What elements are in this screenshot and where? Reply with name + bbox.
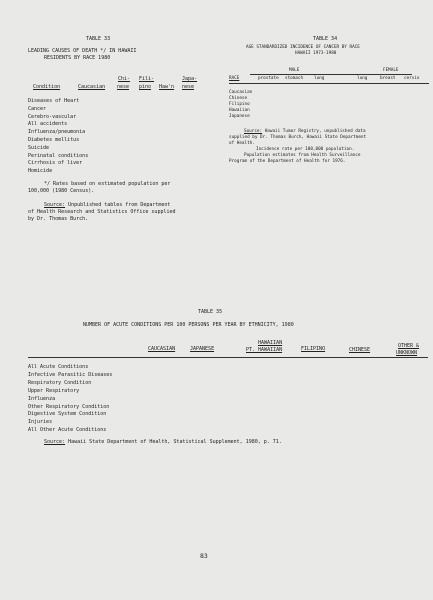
table33-header-filipino: pino (139, 84, 152, 90)
table34-source-line1: Hawaii Tumor Registry, unpublished data (262, 129, 366, 134)
table34-header-race: RACE (229, 76, 240, 81)
table33-cell-condition: Diabetes mellitus (28, 137, 80, 143)
table33-footnote-line1: */ Rates based on estimated population per (44, 181, 171, 187)
table35-header-rule (28, 357, 428, 358)
table33-footnote-line2: 100,000 (1980 Census). (28, 188, 95, 194)
table34-number: TABLE 34 (313, 36, 338, 42)
table34-header-breast: breast (380, 76, 396, 81)
table34-cell-race: Hawaiian (229, 108, 250, 113)
table33-source (44, 202, 170, 208)
table33-cell-condition: Cirrhosis of liver (28, 160, 83, 167)
table34-header-cervix: cervix (404, 76, 420, 81)
table33-number: TABLE 33 (86, 36, 111, 42)
table34-source-label: Source: (244, 129, 263, 134)
table33-cell-condition: All accidents (28, 121, 68, 128)
page-number: 83 (200, 552, 208, 560)
table33-header-condition: Condition (33, 84, 61, 90)
table34-header-prostate: prostate (258, 76, 279, 81)
table33-cell-condition: Homicide (28, 168, 53, 175)
table34-header-lung-male: lung (314, 76, 325, 81)
table34-group-male: MALE (289, 68, 300, 73)
table34-header-lung-female: lung (357, 76, 368, 81)
table34-title-line2: HAWAII 1973-1980 (295, 51, 337, 56)
table35-header-caucasian: CAUCASIAN (148, 346, 176, 352)
table33-title-line2: RESIDENTS BY RACE 1980 (44, 55, 111, 61)
table35-cell-condition: All Other Acute Conditions (28, 427, 107, 434)
table35-cell-condition: Upper Respiratory (28, 387, 80, 394)
table33-source-line1: Unpublished tables from Department (65, 202, 171, 208)
table33-source-line2: of Health Research and Statistics Office supplied (28, 209, 176, 215)
table35-number: TABLE 35 (198, 309, 223, 315)
table33-cell-condition: Cerebro-vascular (28, 113, 77, 120)
table34-cell-race: Japanese (229, 114, 250, 119)
table34-cell-race: Chinese (229, 96, 248, 101)
table34-cell-race: Caucasian (229, 90, 253, 95)
table33-cell-condition: Cancer (28, 105, 47, 112)
table34-title-line1: AGE STANDARDIZED INCIDENCE OF CANCER BY RACE (246, 45, 360, 50)
table35-header-hawaiian-bottom: PT. HAWAIIAN (246, 347, 283, 353)
table35-cell-condition: All Acute Conditions (28, 364, 89, 370)
table35-source-label: Source: (44, 439, 66, 445)
table33-cell-condition: Suicide (28, 144, 50, 151)
table35-cell-condition: Other Respiratory Condition (28, 403, 110, 410)
table33-cell-condition: Diseases of Heart (28, 98, 80, 104)
table33-source-line3: by Dr. Thomas Burch. (28, 216, 89, 222)
table33-header-top-japanese: Japa- (182, 76, 198, 82)
table34-cell-race: Filipino (229, 102, 250, 107)
table33-title-line1: LEADING CAUSES OF DEATH */ IN HAWAII (28, 48, 137, 54)
table34-header-underline (229, 83, 429, 84)
table33-header-japanese: nese (182, 84, 195, 90)
table35-title: NUMBER OF ACUTE CONDITIONS PER 100 PERSONS PER YEAR BY ETHNICITY, 1980 (83, 322, 294, 328)
table33-header-top-filipino: Fili- (139, 76, 155, 82)
table35-cell-condition: Respiratory Condition (28, 379, 92, 386)
table35-cell-condition: Injuries (28, 419, 53, 426)
table34-source-line2: supplied by Dr. Thomas Burch, Hawaii State Department (229, 135, 367, 140)
table34-header-stomach: stomach (285, 76, 304, 81)
table35-source-text: Hawaii State Department of Health, Statistical Supplement, 1980, p. 71. (65, 439, 282, 445)
table33-cell-condition: Perinatal conditions (28, 152, 89, 159)
table35-cell-condition: Digestive System Condition (28, 411, 107, 418)
table35-cell-condition: Infective Parasitic Diseases (28, 371, 113, 378)
table34-source (244, 129, 366, 134)
table35-cell-condition: Influenza (28, 395, 56, 402)
table33-header-caucasian: Caucasian (78, 84, 106, 90)
table33-header-chinese: nese (117, 84, 130, 90)
table35-header-chinese: CHINESE (349, 347, 371, 353)
table34-source-line3: of Health. (229, 141, 255, 146)
table35-header-other-top: OTHER & (398, 343, 420, 349)
table35-source (44, 439, 282, 445)
table34-note-line1: Incidence rate per 100,000 population. (256, 147, 355, 152)
table33-cell-condition: Influenza/pneumonia (28, 129, 86, 136)
table35-header-japanese: JAPANESE (190, 346, 215, 352)
table35-header-other-bottom: UNKNOWN (396, 350, 418, 356)
table33-header-hawaiian: Haw'n (159, 84, 175, 90)
table34-note-line3: Program of the Department of Health for 1976. (229, 159, 346, 164)
table35-header-filipino: FILIPINO (301, 346, 326, 352)
table35-header-hawaiian-top: HAWAIIAN (258, 340, 283, 346)
table33-source-label: Source: (44, 202, 66, 208)
table34-note-line2: Population estimates from Health Surveillance (244, 153, 361, 158)
table33-header-top-chinese: Chi- (118, 76, 131, 82)
table34-group-female: FEMALE (383, 68, 399, 73)
table34-header-rule (250, 74, 412, 75)
